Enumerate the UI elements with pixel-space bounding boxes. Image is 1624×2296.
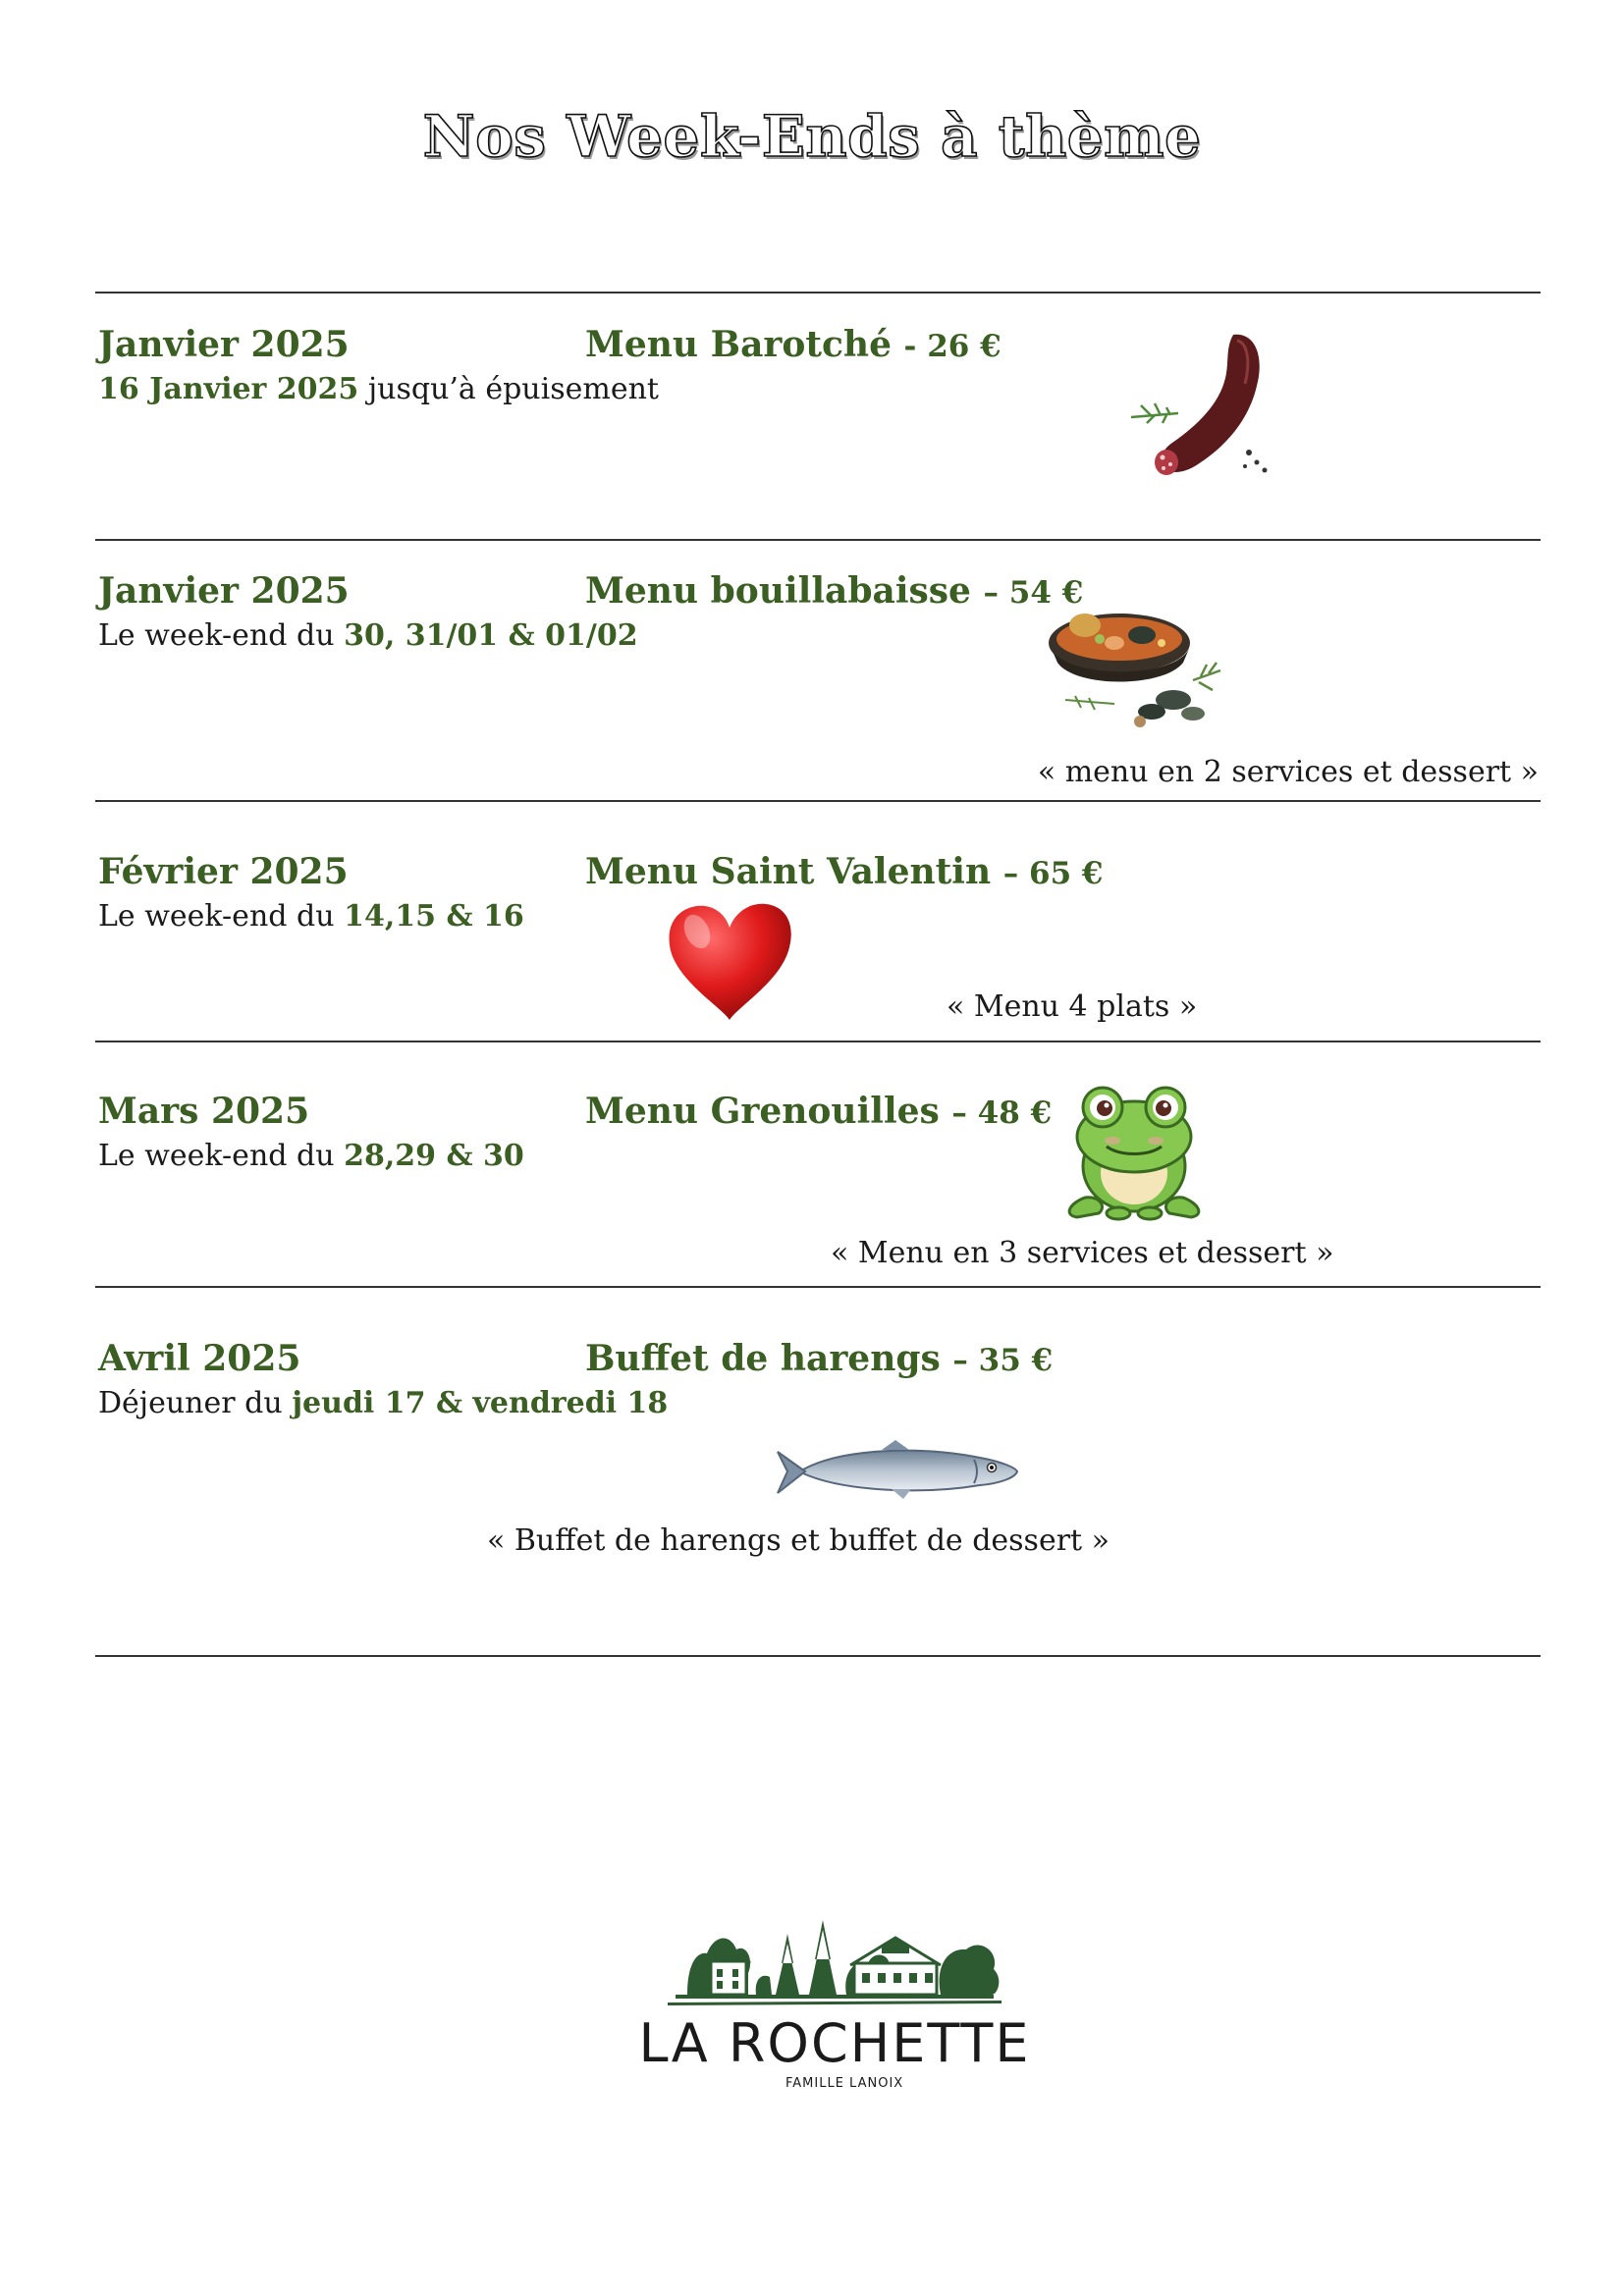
menu-name: Menu Grenouilles: [585, 1091, 940, 1132]
event-dates: [98, 618, 638, 653]
divider: [95, 539, 1541, 541]
date-prefix: Le week-end du: [98, 1139, 345, 1173]
event-dates: [98, 1139, 524, 1173]
logo-tagline: FAMILLE LANOIX: [785, 2076, 904, 2091]
logo-name: LA ROCHETTE: [638, 2012, 1031, 2074]
herring-icon: [774, 1436, 1019, 1505]
date-bold: 28,29 & 30: [344, 1139, 524, 1173]
event-note: « Menu 4 plats »: [947, 989, 1198, 1024]
menu-price: – 48 €: [951, 1095, 1053, 1131]
heart-icon: [664, 900, 796, 1023]
menu-name: Buffet de harengs: [585, 1338, 941, 1379]
date-prefix: Le week-end du: [98, 618, 345, 653]
event-menu-title: [585, 1091, 1052, 1132]
event-month: Janvier 2025: [98, 570, 350, 612]
date-prefix: Le week-end du: [98, 899, 345, 934]
event-note: « menu en 2 services et dessert »: [1037, 755, 1539, 789]
menu-name: Menu Barotché: [585, 324, 892, 365]
date-bold: 30, 31/01 & 01/02: [344, 618, 638, 653]
event-menu-title: [585, 324, 1001, 365]
menu-price: - 26 €: [903, 329, 1001, 364]
divider: [95, 1655, 1541, 1657]
event-note: « Menu en 3 services et dessert »: [831, 1236, 1334, 1270]
date-bold: jeudi 17 & vendredi 18: [292, 1386, 669, 1420]
divider: [95, 1041, 1541, 1042]
menu-price: – 54 €: [983, 575, 1084, 611]
date-bold: 14,15 & 16: [344, 899, 524, 934]
menu-price: – 65 €: [1002, 856, 1104, 891]
event-menu-title: [585, 570, 1083, 612]
divider: [95, 292, 1541, 294]
menu-name: Menu Saint Valentin: [585, 851, 992, 892]
sausage-icon: [1127, 327, 1274, 489]
event-month: Avril 2025: [98, 1338, 301, 1379]
date-rest: jusqu’à épuisement: [358, 372, 659, 406]
page-title: Nos Week-Ends à thème: [422, 103, 1202, 170]
event-note: « Buffet de harengs et buffet de dessert »: [487, 1523, 1110, 1558]
frog-icon: [1056, 1080, 1213, 1222]
event-menu-title: [585, 851, 1104, 892]
event-month: Février 2025: [98, 851, 349, 892]
date-prefix: Déjeuner du: [98, 1386, 293, 1420]
divider: [95, 800, 1541, 802]
la-rochette-logo: [628, 1904, 1041, 2101]
menu-price: – 35 €: [952, 1343, 1054, 1378]
event-dates: [98, 372, 659, 406]
event-menu-title: [585, 1338, 1053, 1379]
divider: [95, 1286, 1541, 1288]
event-month: Janvier 2025: [98, 324, 350, 365]
menu-name: Menu bouillabaisse: [585, 570, 971, 612]
bouillabaisse-icon: [1046, 602, 1227, 734]
event-month: Mars 2025: [98, 1091, 310, 1132]
date-bold: 16 Janvier 2025: [98, 372, 359, 406]
event-dates: [98, 1386, 668, 1420]
event-dates: [98, 899, 524, 934]
